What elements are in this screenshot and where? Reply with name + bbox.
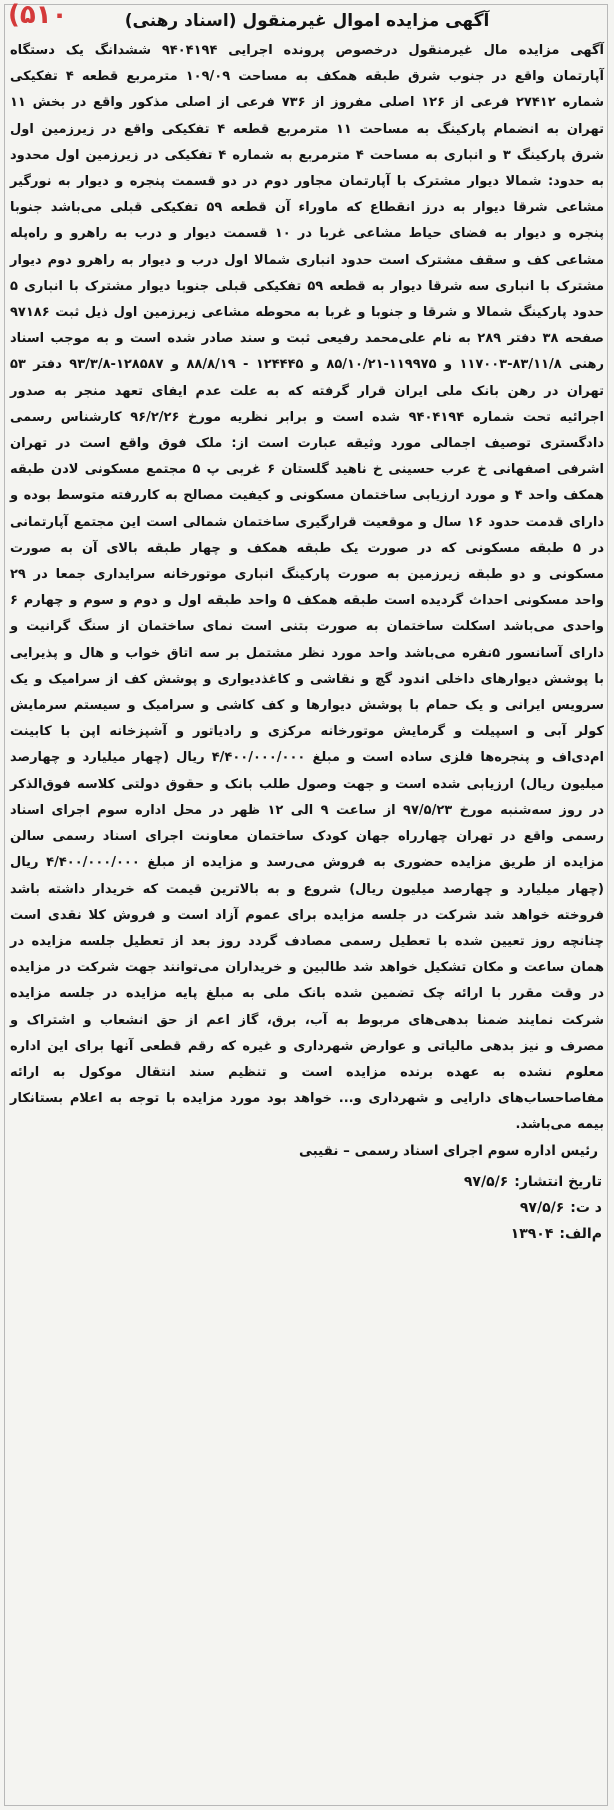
malef-row [10, 1221, 602, 1247]
dt-label: د ت: [570, 1199, 602, 1216]
stamp-number: (۵۱۰ [8, 0, 68, 30]
malef-label: م‌الف: [559, 1225, 602, 1242]
publication-date-value: ۹۷/۵/۶ [463, 1173, 509, 1190]
dt-value: ۹۷/۵/۶ [519, 1199, 565, 1216]
malef-value: ۱۳۹۰۴ [510, 1225, 554, 1242]
signature-line: رئیس اداره سوم اجرای اسناد رسمی – نقیبی [298, 1142, 598, 1159]
publication-date-label: تاریخ انتشار: [514, 1173, 602, 1190]
notice-title: آگهی مزایده اموال غیرمنقول (اسناد رهنی) [124, 11, 490, 31]
notice-body: آگهی مزایده مال غیرمنقول درخصوص پرونده اجرایی ۹۴۰۴۱۹۴ ششدانگ یک دستگاه آپارتمان واقع در جنوب شرق طبقه همکف به مساحت ۱۰۹/۰۹ مترمربع قطعه ۴ تفکیکی شماره ۲۷۴۱۲ فرعی از ۱۲۶ اصلی مفروز از ۷۳۶ فرعی از اصلی مذکور واقع در بخش ۱۱ تهران به انضمام پارکینگ به مساحت ۱۱ مترمربع قطعه ۴ تفکیکی واقع در زیرزمین اول شرق پارکینگ ۳ و انباری به مساحت ۴ مترمربع به شماره ۴ تفکیکی در زیرزمین اول محدود به حدود: شمالا دیوار مشترک با آپارتمان مجاور دوم در دو قسمت پنجره و دیوار به نورگیر مشاعی شرقا دیوار به درز انقطاع که ماوراء آن قطعه ۵۹ تفکیکی قبلی می‌باشد جنوبا پنجره و دیوار به فضای حیاط مشاعی غربا در ۱۰ قسمت دیوار و درب به راهرو و راه‌پله مشاعی کف و سقف مشترک است حدود انباری شمالا اول درب و دیوار به راهرو دوم دیوار مشترک با انباری سه شرقا دیوار به قطعه ۵۹ تفکیکی قبلی جنوبا دیوار مشترک با انباری ۵ حدود پارکینگ شمالا و شرقا و جنوبا و غربا به محوطه مشاعی زیرزمین اول ذیل ثبت ۹۷۱۸۶ صفحه ۳۸ دفتر ۲۸۹ به نام علی‌محمد رفیعی ثبت و سند صادر شده است و به موجب اسناد رهنی ۸۳/۱۱/۸-۱۱۷۰۰۳ و ۱۱۹۹۷۵-۸۵/۱۰/۲۱ و ۱۲۴۴۴۵ - ۸۸/۸/۱۹ و ۱۲۸۵۸۷-۹۳/۳/۸ دفتر ۵۳ تهران در رهن بانک ملی ایران قرار گرفته که به علت عدم ایفای تعهد منجر به صدور اجرائیه تحت شماره ۹۴۰۴۱۹۴ شده است و برابر نظریه مورخ ۹۶/۲/۲۶ کارشناس رسمی دادگستری توصیف اجمالی مورد وثیقه عبارت است از: ملک فوق واقع است در تهران اشرفی اصفهانی خ عرب حسینی خ ناهید گلستان ۶ غربی پ ۵ مجتمع مسکونی لادن طبقه همکف واحد ۴ و مورد ارزیابی ساختمان مسکونی و کیفیت مصالح به کاررفته متوسط بوده و دارای قدمت حدود ۱۶ سال و موقعیت قرارگیری ساختمان شمالی است این مجتمع آپارتمانی در ۵ طبقه مسکونی که در صورت یک طبقه همکف و چهار طبقه بالای آن به صورت مسکونی و دو طبقه زیرزمین به صورت پارکینگ انباری موتورخانه سرایداری جمعا در ۲۹ واحد مسکونی احداث گردیده است طبقه همکف ۵ واحد طبقه اول و دوم و سوم و چهارم ۶ واحدی می‌باشد اسکلت ساختمان به صورت بتنی است نمای ساختمان از سنگ گرانیت و دارای آسانسور ۵نفره می‌باشد واحد مورد نظر مشتمل بر سه اتاق خواب و هال و پذیرایی با پوشش دیوارهای داخلی اندود گچ و نقاشی و کاغذدیواری و پوشش کف از سرامیک و یک سرویس ایرانی و یک حمام با پوشش دیوارها و کف کاشی و سرامیک و سیستم سرمایش کولر آبی و اسپیلت و گرمایش موتورخانه مرکزی و رادیاتور و آشپزخانه اپن با کابینت ام‌دی‌اف و پنجره‌ها فلزی ساده است و مبلغ ۴/۴۰۰/۰۰۰/۰۰۰ ریال (چهار میلیارد و چهارصد میلیون ریال) ارزیابی شده است و جهت وصول طلب بانک و حقوق دولتی کلاسه فوق‌الذکر در روز سه‌شنبه مورخ ۹۷/۵/۲۳ از ساعت ۹ الی ۱۲ ظهر در محل اداره سوم اجرای اسناد رسمی واقع در تهران چهارراه جهان کودک ساختمان معاونت اجرای اسناد رسمی سالن مزایده از طریق مزایده حضوری به فروش می‌رسد و مزایده از مبلغ ۴/۴۰۰/۰۰۰/۰۰۰ ریال (چهار میلیارد و چهارصد میلیون ریال) شروع و به بالاترین قیمت که خریدار داشته باشد فروخته خواهد شد شرکت در جلسه مزایده برای عموم آزاد است و فروش کلا نقدی است چنانچه روز تعیین شده با تعطیل رسمی مصادف گردد روز بعد از تعطیل جلسه مزایده در همان ساعت و مکان تشکیل خواهد شد طالبین و خریداران می‌توانند جهت شرکت در مزایده در وقت مقرر با ارائه چک تضمین شده بانک ملی به مبلغ پایه مزایده در جلسه مزایده شرکت نمایند ضمنا بدهی‌های مربوط به آب، برق، گاز اعم از حق انشعاب و اشتراک و مصرف و نیز بدهی مالیاتی و عوارض شهرداری و غیره که رقم قطعی آنها برای این اداره معلوم نشده به عهده برنده مزایده است و تنظیم سند انتقال موکول به ارائه مفاصاحساب‌های دارایی و شهرداری و... خواهد بود مورد مزایده با توجه به اعلام بستانکار بیمه می‌باشد. [10, 43, 605, 1133]
dt-row [10, 1195, 602, 1221]
publication-meta [10, 1169, 604, 1247]
publication-date-row [10, 1169, 602, 1195]
